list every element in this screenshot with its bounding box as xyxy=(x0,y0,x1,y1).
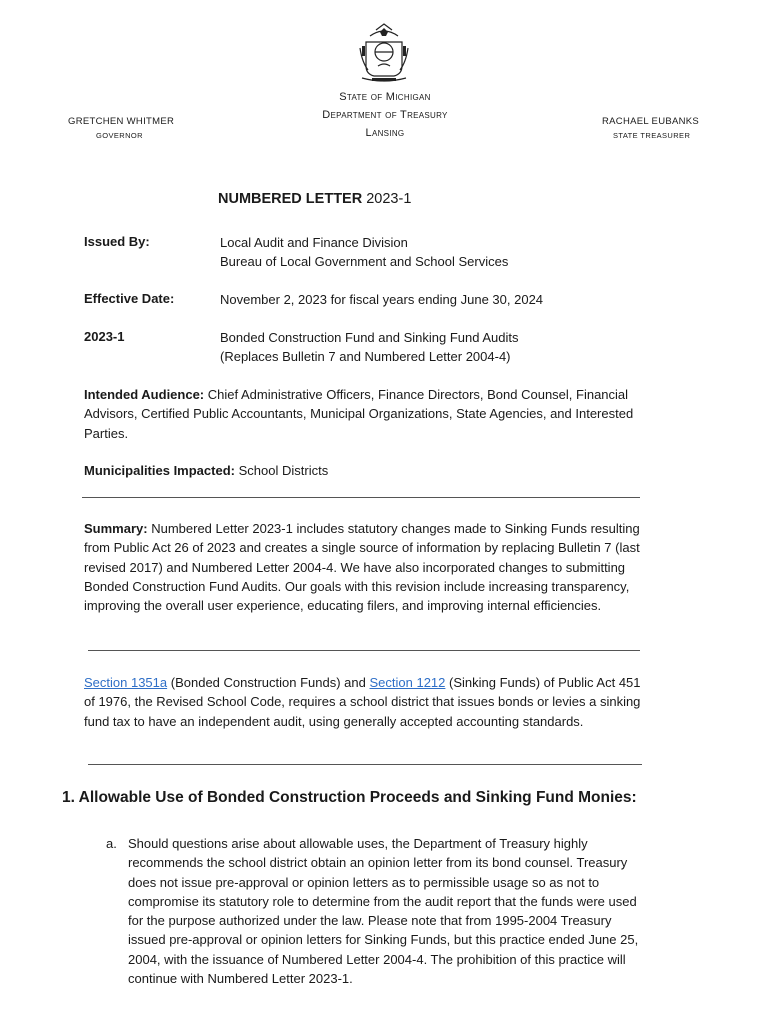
city-name: Lansing xyxy=(365,127,405,139)
governor-title: GOVERNOR xyxy=(96,131,143,140)
letter-subject xyxy=(220,328,518,366)
statute-paragraph xyxy=(84,673,644,731)
intended-audience-text: Chief Administrative Officers, Finance Directors, Bond Counsel, Financial Advisors, Certified Public Accountants, Municipal Organizations, State Agencies, and Interested Parties. xyxy=(84,387,634,441)
municipalities-impacted xyxy=(84,461,644,480)
effective-date-value: November 2, 2023 for fiscal years ending June 30, 2024 xyxy=(220,292,544,307)
letter-title xyxy=(218,191,411,207)
summary-label: Summary: xyxy=(84,521,148,536)
summary-text: Numbered Letter 2023-1 includes statutory changes made to Sinking Funds resulting from Public Act 26 of 2023 and creates a single source of information by replacing Bulletin 7 (last revised 2017) and Numbered Letter 2004-4. We have also incorporated changes to submitting Bonded Construction Fund Audits. Our goals with this revision include increasing transparency, improving the overall user experience, educating filers, and improving internal efficiencies. xyxy=(84,521,640,614)
item-marker: a. xyxy=(106,836,117,851)
statute-text1: (Bonded Construction Funds) and xyxy=(170,675,366,690)
divider xyxy=(82,497,640,498)
subject-line1: Bonded Construction Fund and Sinking Fund Audits xyxy=(220,330,519,345)
governor-name: GRETCHEN WHITMER xyxy=(68,116,175,127)
list-item xyxy=(106,834,639,987)
treasurer-name: RACHAEL EUBANKS xyxy=(602,116,700,127)
section-1351a-link[interactable]: Section 1351a xyxy=(84,675,168,690)
issued-by-line1: Local Audit and Finance Division xyxy=(220,235,408,250)
letter-number-label: 2023-1 xyxy=(84,329,125,344)
intended-audience xyxy=(84,385,644,443)
municipalities-impacted-text: School Districts xyxy=(238,463,329,478)
letter-title-number: 2023-1 xyxy=(366,191,412,207)
state-name: State of Michigan xyxy=(339,91,431,103)
section-heading: 1. Allowable Use of Bonded Construction Proceeds and Sinking Fund Monies: xyxy=(62,789,637,806)
intended-audience-label: Intended Audience: xyxy=(84,387,205,402)
summary xyxy=(84,519,640,615)
divider xyxy=(88,764,642,765)
municipalities-impacted-label: Municipalities Impacted: xyxy=(84,463,235,478)
issued-by-label: Issued By: xyxy=(84,234,150,249)
treasurer-title: STATE TREASURER xyxy=(613,131,691,140)
section-1212-link[interactable]: Section 1212 xyxy=(369,675,446,690)
statute-text2: (Sinking Funds) of Public Act 451 of 1976, the Revised School Code, requires a school district that issues bonds or levies a sinking fund tax to have an independent audit, using generally accepted accounting standards. xyxy=(84,675,641,729)
effective-date-label: Effective Date: xyxy=(84,291,175,306)
divider xyxy=(88,650,640,651)
letter-title-bold: NUMBERED LETTER xyxy=(218,191,363,207)
subject-line2: (Replaces Bulletin 7 and Numbered Letter 2004-4) xyxy=(220,349,511,364)
department-name: Department of Treasury xyxy=(322,109,448,121)
issued-by-line2: Bureau of Local Government and School Services xyxy=(220,254,509,269)
state-seal-icon xyxy=(356,22,412,84)
item-text: Should questions arise about allowable uses, the Department of Treasury highly recommends the school district obtain an opinion letter from its bond counsel. Treasury does not issue pre-approval or opinion letters as to permissible usage so as not to compromise its statutory role to determine from the audit report that the funds were used for the purpose authorized under the law. Please note that from 1995-2004 Treasury issued pre-approval or opinion letters for Sinking Funds, but this practice ended June 25, 2004, with the issuance of Numbered Letter 2004-4. The prohibition of this practice will continue with Numbered Letter 2023-1. xyxy=(128,836,639,987)
issued-by-value xyxy=(220,233,508,271)
